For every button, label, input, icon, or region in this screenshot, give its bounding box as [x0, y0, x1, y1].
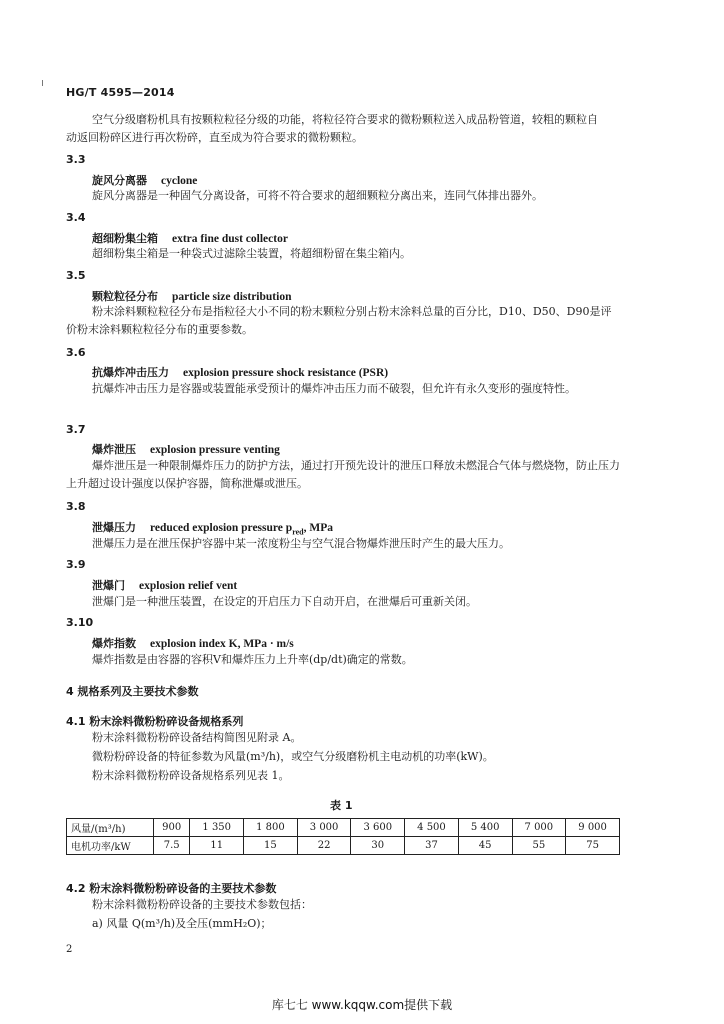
page-number: 2 — [66, 944, 73, 955]
term-definition: 泄爆门是一种泄压装置，在设定的开启压力下自动开启，在泄爆后可重新关闭。 — [92, 595, 477, 608]
term-cn: 爆炸指数 — [92, 637, 136, 650]
term-heading — [92, 635, 294, 651]
table-cell: 5 400 — [458, 819, 512, 837]
term-cn: 超细粉集尘箱 — [92, 232, 158, 245]
subsection-4-1-heading: 4.1 粉末涂料微粉粉碎设备规格系列 — [66, 715, 244, 728]
clause-number: 3.4 — [66, 211, 86, 224]
list-item: a) 风量 Q(m³/h)及全压(mmH₂O)； — [92, 917, 272, 930]
table-cell: 1 350 — [190, 819, 244, 837]
row-header: 电机功率/kW — [67, 837, 154, 855]
term-definition: 旋风分离器是一种固气分离设备，可将不符合要求的超细颗粒分离出来，连同气体排出器外。 — [92, 189, 543, 202]
term-definition: 超细粉集尘箱是一种袋式过滤除尘装置，将超细粉留在集尘箱内。 — [92, 247, 411, 260]
term-en-subscript: red — [292, 527, 304, 537]
term-heading — [92, 519, 333, 536]
term-en: particle size distribution — [172, 291, 292, 303]
term-en-unit: , MPa · m/s — [237, 638, 294, 650]
term-heading — [92, 230, 288, 246]
table-title: 表 1 — [330, 799, 353, 812]
term-en-main: explosion index K — [150, 638, 238, 650]
term-cn: 爆炸泄压 — [92, 443, 136, 456]
term-en — [150, 522, 333, 537]
standard-number-header: HG/T 4595—2014 — [66, 86, 175, 99]
term-definition: 泄爆压力是在泄压保护容器中某一浓度粉尘与空气混合物爆炸泄压时产生的最大压力。 — [92, 537, 510, 550]
term-definition: 粉末涂料颗粒粒径分布是指粒径大小不同的粉末颗粒分别占粉末涂料总量的百分比，D10、D50、D90是评价粉末涂料颗粒粒径分布的重要参数。 — [66, 305, 612, 336]
paragraph-line: 粉末涂料微粉粉碎设备结构简图见附录 A。 — [92, 731, 302, 744]
clause-number: 3.3 — [66, 153, 86, 166]
table-cell: 4 500 — [405, 819, 459, 837]
term-heading — [92, 288, 291, 304]
clause-number: 3.5 — [66, 269, 86, 282]
term-heading — [92, 172, 197, 188]
term-en — [150, 638, 294, 650]
table-cell: 7.5 — [154, 837, 190, 855]
term-definition: 爆炸指数是由容器的容积V和爆炸压力上升率(dp/dt)确定的常数。 — [92, 653, 413, 666]
table-cell: 11 — [190, 837, 244, 855]
paragraph-line: 微粉粉碎设备的特征参数为风量(m³/h)，或空气分级磨粉机主电动机的功率(kW)。 — [92, 750, 494, 763]
term-definition: 爆炸泄压是一种限制爆炸压力的防护方法，通过打开预先设计的泄压口释放未燃混合气体与燃烧物，防止压力上升超过设计强度以保护容器，简称泄爆或泄压。 — [66, 459, 620, 490]
table-cell: 900 — [154, 819, 190, 837]
term-en: explosion pressure venting — [150, 444, 280, 456]
table-cell: 7 000 — [512, 819, 566, 837]
paragraph-line: 粉末涂料微粉粉碎设备规格系列见表 1。 — [92, 769, 290, 782]
table-row-airflow — [67, 819, 620, 837]
term-en: explosion relief vent — [139, 580, 238, 592]
clause-number: 3.7 — [66, 423, 86, 436]
table-cell: 75 — [566, 837, 620, 855]
table-cell: 22 — [297, 837, 351, 855]
term-cn: 泄爆压力 — [92, 521, 136, 534]
intro-paragraph: 空气分级磨粉机具有按颗粒粒径分级的功能，将粒径符合要求的微粉颗粒送入成品粉管道，较粗的颗粒自动返回粉碎区进行再次粉碎，直至成为符合要求的微粉颗粒。 — [66, 113, 598, 144]
term-en-main: reduced explosion pressure p — [150, 522, 293, 534]
term-heading — [92, 577, 237, 593]
term-en: cyclone — [161, 175, 198, 187]
row-header: 风量/(m³/h) — [67, 819, 154, 837]
paragraph-line: 粉末涂料微粉粉碎设备的主要技术参数包括： — [92, 898, 312, 911]
term-cn: 旋风分离器 — [92, 174, 147, 187]
download-footer: 库七七 www.kqqw.com提供下载 — [271, 998, 453, 1012]
table-cell: 9 000 — [566, 819, 620, 837]
term-cn: 颗粒粒径分布 — [92, 290, 158, 303]
table-cell: 1 800 — [244, 819, 298, 837]
table-cell: 30 — [351, 837, 405, 855]
margin-mark — [42, 80, 43, 86]
section-4-heading: 4 规格系列及主要技术参数 — [66, 685, 199, 698]
term-en: extra fine dust collector — [172, 233, 288, 245]
term-en-unit: , MPa — [303, 522, 333, 534]
subsection-4-2-heading: 4.2 粉末涂料微粉粉碎设备的主要技术参数 — [66, 882, 277, 895]
table-cell: 37 — [405, 837, 459, 855]
term-en: explosion pressure shock resistance (PSR) — [183, 367, 389, 379]
term-cn: 泄爆门 — [92, 579, 125, 592]
spec-table — [66, 818, 620, 855]
table-cell: 15 — [244, 837, 298, 855]
term-heading — [92, 364, 388, 380]
term-heading — [92, 441, 280, 457]
term-definition: 抗爆炸冲击压力是容器或装置能承受预计的爆炸冲击压力而不破裂，但允许有永久变形的强度特性。 — [92, 382, 576, 395]
term-cn: 抗爆炸冲击压力 — [92, 366, 169, 379]
clause-number: 3.9 — [66, 558, 86, 571]
table-cell: 3 000 — [297, 819, 351, 837]
clause-number: 3.6 — [66, 346, 86, 359]
table-cell: 55 — [512, 837, 566, 855]
clause-number: 3.10 — [66, 616, 94, 629]
table-cell: 45 — [458, 837, 512, 855]
clause-number: 3.8 — [66, 500, 86, 513]
table-cell: 3 600 — [351, 819, 405, 837]
table-row-power — [67, 837, 620, 855]
